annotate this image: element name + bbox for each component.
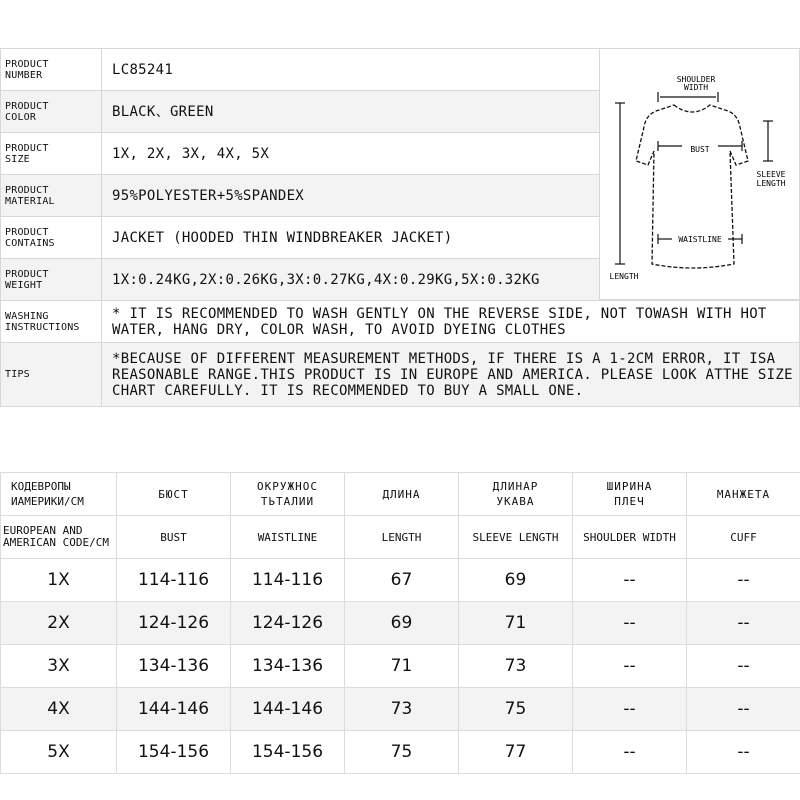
info-label-line: INSTRUCTIONS <box>5 321 80 333</box>
size-value-cell: 75 <box>459 688 573 731</box>
info-value-line: BLACK、GREEN <box>112 103 214 120</box>
size-header-cell <box>117 473 231 516</box>
size-header-cell <box>117 516 231 559</box>
size-header-cell <box>231 516 345 559</box>
info-label-line: PRODUCT <box>5 268 49 280</box>
size-value-cell: 77 <box>459 731 573 774</box>
info-value-line: JACKET (HOODED THIN WINDBREAKER JACKET) <box>112 229 453 246</box>
size-header-cell <box>573 473 687 516</box>
info-value-line: LC85241 <box>112 61 174 78</box>
length-label: LENGTH <box>609 272 639 281</box>
shoulder-width-label-2: WIDTH <box>683 83 709 92</box>
size-header-cell <box>231 473 345 516</box>
info-value <box>102 343 800 407</box>
size-code-cell: 3X <box>1 645 117 688</box>
info-value-line: WASH WITH HOT WATER, HANG DRY, COLOR WASH, TO AVOID DYEING CLOTHES <box>112 305 767 338</box>
size-code-cell: 2X <box>1 602 117 645</box>
info-label-line: PRODUCT <box>5 58 49 70</box>
info-value <box>102 259 600 301</box>
size-header-text: ДЛИНА <box>382 487 421 501</box>
size-header-text: ДЛИНАР <box>492 480 539 493</box>
size-header-text: БЮСТ <box>158 487 189 501</box>
size-value-cell: -- <box>573 731 687 774</box>
info-row <box>1 175 600 217</box>
size-header-cell <box>687 473 800 516</box>
size-value-cell: 144-146 <box>117 688 231 731</box>
sleeve-arrow-icon <box>763 121 773 161</box>
info-label <box>1 175 102 217</box>
info-value <box>102 301 800 343</box>
info-value <box>102 217 600 259</box>
size-value-cell: 73 <box>459 645 573 688</box>
size-header-cell <box>459 516 573 559</box>
size-value-cell: 75 <box>345 731 459 774</box>
size-header-text: ПЛЕЧ <box>614 495 645 508</box>
size-header-text: ИАМЕРИКИ/CM <box>11 495 84 508</box>
size-value-cell: 71 <box>459 602 573 645</box>
info-label-line: WASHING <box>5 310 49 322</box>
size-header-cell <box>687 516 800 559</box>
info-value-line: *BECAUSE OF DIFFERENT MEASUREMENT METHODS, IF THERE IS A 1-2CM ERROR, IT IS <box>112 350 767 367</box>
info-value-line: * IT IS RECOMMENDED TO WASH GENTLY ON THE REVERSE SIDE, NOT TO <box>112 305 654 322</box>
size-value-cell: -- <box>573 688 687 731</box>
info-label <box>1 49 102 91</box>
info-label <box>1 217 102 259</box>
size-header-text: КОДЕВРОПЫ <box>11 480 71 493</box>
shoulder-arrow-icon <box>658 92 718 102</box>
info-value-line: A REASONABLE RANGE.THIS PRODUCT IS IN EUROPE AND AMERICA. PLEASE LOOK AT <box>112 350 776 383</box>
info-row <box>1 259 600 301</box>
product-info-wide-rows <box>0 300 800 407</box>
info-row <box>1 217 600 259</box>
size-value-cell: 154-156 <box>231 731 345 774</box>
size-value-cell: 67 <box>345 559 459 602</box>
info-label <box>1 301 102 343</box>
product-info-section <box>0 48 800 408</box>
size-header-text: МАНЖЕТА <box>716 487 771 501</box>
info-label-line: SIZE <box>5 153 30 165</box>
size-value-cell: 124-126 <box>117 602 231 645</box>
size-code-cell: 1X <box>1 559 117 602</box>
info-row <box>1 91 600 133</box>
size-header-text: ТЬТАЛИИ <box>260 495 315 508</box>
size-row <box>1 559 800 602</box>
size-code-cell: 4X <box>1 688 117 731</box>
info-label-line: PRODUCT <box>5 184 49 196</box>
size-header-text: AMERICAN CODE/CM <box>3 536 109 549</box>
measurement-diagram <box>600 48 800 300</box>
size-row <box>1 731 800 774</box>
size-value-cell: -- <box>573 645 687 688</box>
info-row <box>1 343 800 407</box>
size-header-text: ОКРУЖНОС <box>257 480 318 493</box>
size-header-text: УКАВА <box>496 495 535 508</box>
info-value-line: 1X:0.24KG,2X:0.26KG,3X:0.27KG,4X:0.29KG,5X:0.32KG <box>112 271 540 288</box>
size-header-cell <box>345 516 459 559</box>
info-label-line: WEIGHT <box>5 279 43 291</box>
size-chart-table <box>0 472 800 774</box>
size-header-text: SHOULDER WIDTH <box>583 530 676 544</box>
info-value <box>102 175 600 217</box>
size-value-cell: 69 <box>345 602 459 645</box>
size-value-cell: 134-136 <box>117 645 231 688</box>
size-code-cell: 5X <box>1 731 117 774</box>
waistline-label: WAISTLINE <box>678 235 722 244</box>
shoulder-width-label: SHOULDER <box>676 75 716 84</box>
info-label-line: CONTAINS <box>5 237 55 249</box>
size-header-cell <box>1 516 117 559</box>
info-row <box>1 49 600 91</box>
size-value-cell: 114-116 <box>117 559 231 602</box>
size-value-cell: -- <box>573 559 687 602</box>
info-label-line: NUMBER <box>5 69 43 81</box>
size-header-text: BUST <box>160 530 187 544</box>
size-value-cell: 134-136 <box>231 645 345 688</box>
sleeve-length-label-2: LENGTH <box>756 179 786 188</box>
size-value-cell: -- <box>687 559 800 602</box>
info-label-line: MATERIAL <box>5 195 55 207</box>
size-value-cell: 71 <box>345 645 459 688</box>
info-row <box>1 133 600 175</box>
info-value <box>102 133 600 175</box>
size-header-text: SLEEVE LENGTH <box>472 530 559 544</box>
info-label-line: PRODUCT <box>5 100 49 112</box>
info-label <box>1 91 102 133</box>
info-label-line: TIPS <box>5 369 30 380</box>
size-value-cell: 144-146 <box>231 688 345 731</box>
tshirt-measurement-icon <box>600 49 799 301</box>
size-header-cell <box>1 473 117 516</box>
sleeve-length-label: SLEEVE <box>756 170 786 179</box>
size-value-cell: -- <box>687 688 800 731</box>
size-row <box>1 688 800 731</box>
product-info-table <box>0 48 600 301</box>
info-label <box>1 259 102 301</box>
info-value <box>102 91 600 133</box>
info-value-line: 95%POLYESTER+5%SPANDEX <box>112 187 305 204</box>
info-row <box>1 301 800 343</box>
size-value-cell: -- <box>573 602 687 645</box>
info-value-line: 1X, 2X, 3X, 4X, 5X <box>112 145 270 162</box>
size-header-text: WAISTLINE <box>257 530 318 544</box>
size-value-cell: -- <box>687 731 800 774</box>
info-label-line: PRODUCT <box>5 142 49 154</box>
size-header-text: CUFF <box>730 530 757 544</box>
size-value-cell: 69 <box>459 559 573 602</box>
size-header-row-ru <box>1 473 800 516</box>
size-value-cell: -- <box>687 645 800 688</box>
length-arrow-icon <box>615 103 625 264</box>
info-label-line: COLOR <box>5 111 37 123</box>
size-row <box>1 645 800 688</box>
bust-label: BUST <box>690 145 710 154</box>
size-header-row-en <box>1 516 800 559</box>
info-label-line: PRODUCT <box>5 226 49 238</box>
size-value-cell: 73 <box>345 688 459 731</box>
size-header-cell <box>573 516 687 559</box>
size-header-text: LENGTH <box>381 530 422 544</box>
size-header-text: EUROPEAN AND <box>3 524 83 537</box>
size-chart-section <box>0 472 800 774</box>
size-header-cell <box>345 473 459 516</box>
info-value-line: THE SIZE CHART CAREFULLY. IT IS RECOMMENDED TO BUY A SMALL ONE. <box>112 366 793 399</box>
size-row <box>1 602 800 645</box>
size-value-cell: 124-126 <box>231 602 345 645</box>
size-value-cell: -- <box>687 602 800 645</box>
info-value <box>102 49 600 91</box>
size-header-cell <box>459 473 573 516</box>
size-header-text: ШИРИНА <box>606 480 653 493</box>
size-value-cell: 154-156 <box>117 731 231 774</box>
info-label <box>1 133 102 175</box>
info-label <box>1 343 102 407</box>
size-value-cell: 114-116 <box>231 559 345 602</box>
